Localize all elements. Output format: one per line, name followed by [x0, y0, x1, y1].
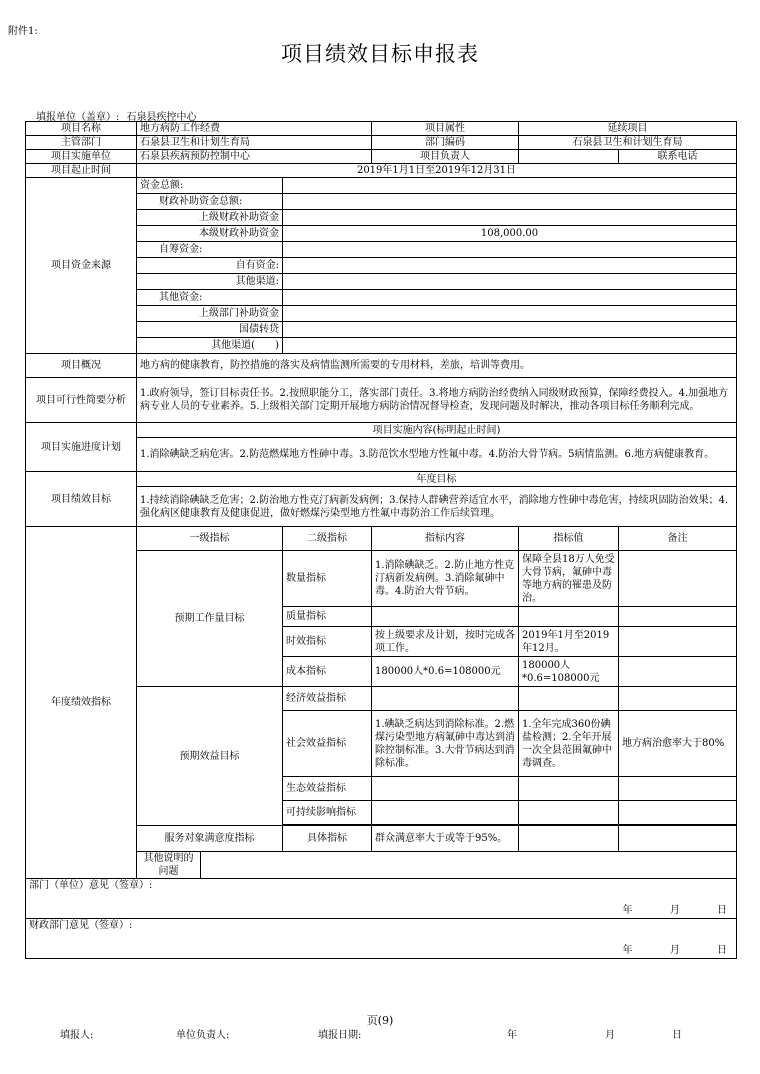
- page-number: 页(9): [366, 1014, 394, 1027]
- other-label: 其他说明的问题: [137, 852, 201, 879]
- indicator-content: [372, 607, 519, 627]
- feasibility-label: 项目可行性简要分析: [26, 378, 137, 423]
- funding-value: [283, 290, 737, 306]
- date-month: 月: [669, 905, 680, 916]
- dept-code-value: 石泉县卫生和计划生育局: [519, 136, 737, 150]
- date-year: 年: [622, 945, 633, 956]
- date-day: 日: [717, 905, 727, 916]
- funding-item: 其他资金:: [137, 290, 283, 306]
- unit-value: 石泉县疾控中心: [126, 112, 197, 123]
- funding-value: 108,000.00: [283, 226, 737, 242]
- overview-text: 地方病的健康教育，防控措施的落实及病情监测所需要的专用材料，差旅，培训等费用。: [137, 354, 737, 378]
- funding-item: 上级部门补助资金: [137, 306, 283, 322]
- footer-month: 月: [605, 1030, 615, 1041]
- finance-opinion: [26, 919, 737, 959]
- funding-value: [283, 322, 737, 338]
- filler-label: 填报人:: [60, 1030, 94, 1041]
- funding-value: [283, 210, 737, 226]
- funding-item: 资金总额:: [137, 178, 283, 194]
- schedule-text: 1.消除碘缺乏病危害。2.防范燃煤地方性砷中毒。3.防范饮水型地方性氟中毒。4.防治大骨节病。5病情监测。6.地方病健康教育。: [137, 438, 737, 472]
- funding-item: 财政补助资金总额:: [137, 194, 283, 210]
- schedule-subheader: 项目实施内容(标明起止时间): [137, 423, 737, 438]
- workload-label: 预期工作量目标: [137, 551, 283, 687]
- period-label: 项目起止时间: [26, 164, 137, 178]
- benefit-label: 预期效益目标: [137, 687, 283, 826]
- dept-opinion-date: [29, 904, 733, 917]
- funding-value: [283, 194, 737, 210]
- indicator-value: [519, 687, 619, 711]
- indicator-value: 保障全县18万人免受大骨节病，氟砷中毒等地方病的罹患及防治。: [519, 551, 619, 607]
- dept-value: 石泉县卫生和计划生育局: [137, 136, 372, 150]
- indicators-label: 年度绩效指标: [26, 527, 137, 879]
- unit-label: 填报单位（盖章）:: [36, 112, 120, 123]
- dept-opinion: [26, 879, 737, 919]
- indicator-value: [519, 607, 619, 627]
- indicator-value: [519, 801, 619, 825]
- attachment-label: 附件1:: [8, 26, 38, 37]
- indicator-content: 1.碘缺乏病达到消除标准。2.燃煤污染型地方病氟砷中毒达到消除控制标准。3.大骨节病达到消除标准。: [372, 711, 519, 777]
- funding-label: 项目资金来源: [26, 178, 137, 354]
- indicator-name: 可持续影响指标: [283, 801, 372, 825]
- indicator-note: [619, 687, 737, 711]
- project-attr-value: 延续项目: [519, 122, 737, 136]
- satisfaction-label: 服务对象满意度指标: [137, 826, 283, 852]
- date-month: 月: [669, 945, 680, 956]
- indicator-note: 地方病治愈率大于80%: [619, 711, 737, 777]
- funding-value: [283, 306, 737, 322]
- indicator-content: 群众满意率大于或等于95%。: [372, 826, 519, 852]
- indicator-header: 备注: [619, 527, 737, 551]
- funding-item: 其他渠道:: [137, 274, 283, 290]
- indicator-note: [619, 801, 737, 825]
- indicator-header: 指标内容: [372, 527, 519, 551]
- indicator-content: 1.消除碘缺乏。2.防止地方性克汀病新发病例。3.消除氟砷中毒。4.防治大骨节病。: [372, 551, 519, 607]
- indicator-value: 1.全年完成360份碘盐检测；2.全年开展一次全县范围氟砷中毒调查。: [519, 711, 619, 777]
- goal-subheader: 年度目标: [137, 472, 737, 487]
- impl-unit-value: 石泉县疾病预防控制中心: [137, 150, 372, 164]
- funding-value: [283, 338, 737, 354]
- indicator-content: [372, 777, 519, 801]
- indicator-header: 一级指标: [137, 527, 283, 551]
- project-name-value: 地方病防工作经费: [137, 122, 372, 136]
- indicator-name: 成本指标: [283, 657, 372, 687]
- fill-date-label: 填报日期:: [318, 1030, 362, 1041]
- indicator-name: 质量指标: [283, 607, 372, 627]
- feasibility-text: 1.政府领导，签订目标责任书。2.按照职能分工，落实部门责任。3.将地方病防治经费纳入同级财政预算，保障经费投入。4.加强地方病专业人员的专业素养。5.上级相关部门定期开展地方病防治情况督导检查，发现问题及时解决，推动各项目标任务顺利完成。: [137, 378, 737, 423]
- funding-value: [283, 178, 737, 194]
- indicator-name: 经济效益指标: [283, 687, 372, 711]
- indicator-content: 180000人*0.6=108000元: [372, 657, 519, 687]
- indicator-note: [619, 607, 737, 627]
- indicator-name: 时效指标: [283, 627, 372, 657]
- footer-day: 日: [672, 1030, 682, 1041]
- indicator-note: [619, 777, 737, 801]
- unit-head-label: 单位负责人:: [176, 1030, 230, 1041]
- funding-item: 自有资金:: [137, 258, 283, 274]
- other-text: [201, 852, 737, 879]
- indicator-note: [619, 657, 737, 687]
- dept-code-label: 部门编码: [372, 136, 519, 150]
- impl-unit-label: 项目实施单位: [26, 150, 137, 164]
- finance-opinion-date: [29, 944, 733, 957]
- owner-label: 项目负责人: [372, 150, 519, 164]
- overview-label: 项目概况: [26, 354, 137, 378]
- funding-item: 自筹资金:: [137, 242, 283, 258]
- indicator-name: 社会效益指标: [283, 711, 372, 777]
- funding-item: 本级财政补助资金: [137, 226, 283, 242]
- indicator-header: 二级指标: [283, 527, 372, 551]
- indicator-name: 数量指标: [283, 551, 372, 607]
- indicator-name: 生态效益指标: [283, 777, 372, 801]
- funding-item: 上级财政补助资金: [137, 210, 283, 226]
- indicator-name: 具体指标: [283, 826, 372, 852]
- page-title: 项目绩效目标申报表: [281, 42, 479, 66]
- project-name-label: 项目名称: [26, 122, 137, 136]
- indicator-value: [519, 777, 619, 801]
- indicator-content: [372, 801, 519, 825]
- phone-label: 联系电话: [619, 150, 737, 164]
- indicator-value: 180000人*0.6=108000元: [519, 657, 619, 687]
- dept-label: 主管部门: [26, 136, 137, 150]
- indicator-header: 指标值: [519, 527, 619, 551]
- indicator-value: [519, 826, 619, 852]
- indicator-note: [619, 551, 737, 607]
- funding-value: [283, 274, 737, 290]
- indicator-content: [372, 687, 519, 711]
- finance-opinion-label: 财政部门意见（签章）:: [29, 920, 133, 931]
- indicator-note: [619, 627, 737, 657]
- date-day: 日: [717, 945, 727, 956]
- performance-form: [25, 121, 737, 959]
- goal-label: 项目绩效目标: [26, 472, 137, 527]
- indicator-note: [619, 826, 737, 852]
- funding-value: [283, 242, 737, 258]
- schedule-label: 项目实施进度计划: [26, 423, 137, 472]
- funding-item: 国债转贷: [137, 322, 283, 338]
- indicator-value: 2019年1月至2019年12月。: [519, 627, 619, 657]
- dept-opinion-label: 部门（单位）意见（签章）:: [29, 880, 153, 891]
- footer-year: 年: [507, 1030, 517, 1041]
- date-year: 年: [622, 905, 633, 916]
- funding-item: 其他渠道( ): [137, 338, 283, 354]
- funding-value: [283, 258, 737, 274]
- indicator-content: 按上级要求及计划，按时完成各项工作。: [372, 627, 519, 657]
- owner-value: [519, 150, 619, 164]
- goal-text: 1.持续消除碘缺乏危害；2.防治地方性克汀病新发病例；3.保持人群碘营养适宜水平，消除地方性砷中毒危害，持续巩固防治效果；4.强化病区健康教育及健康促进，做好燃煤污染型地方性氟中毒防治工作后续管理。: [137, 487, 737, 527]
- period-value: 2019年1月1日至2019年12月31日: [137, 164, 737, 178]
- project-attr-label: 项目属性: [372, 122, 519, 136]
